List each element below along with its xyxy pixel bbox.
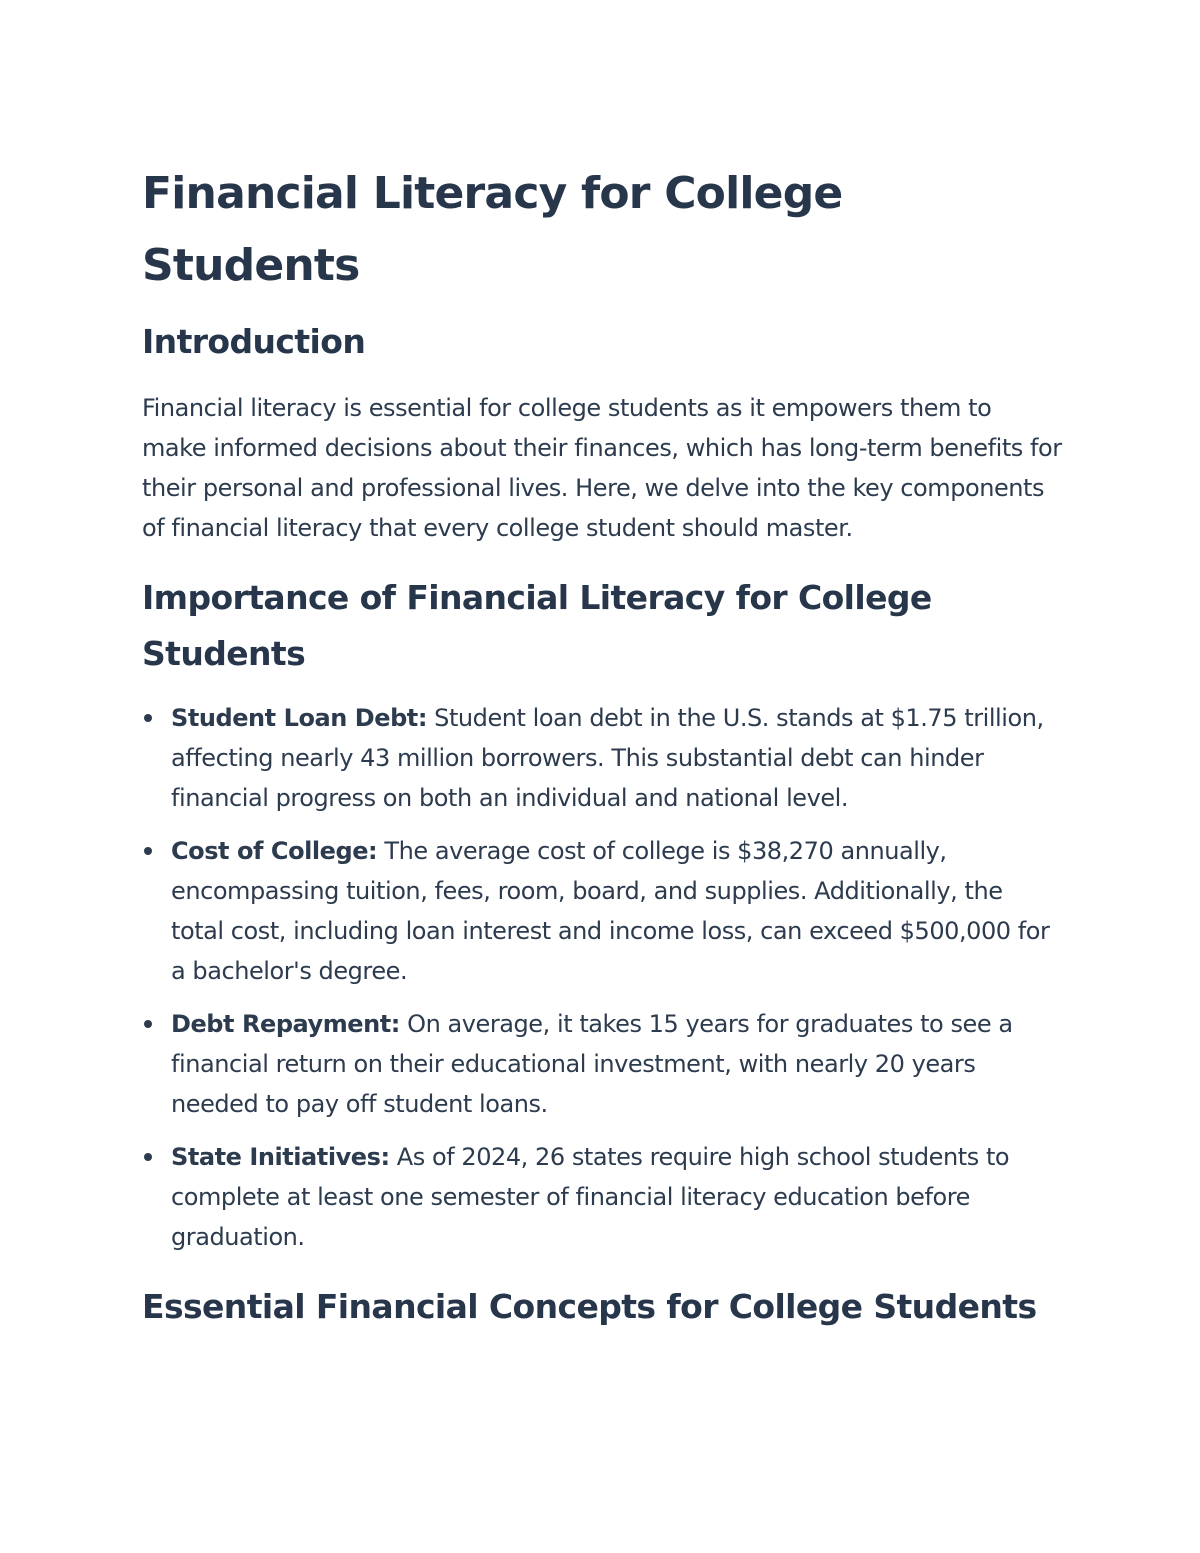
importance-list [142,698,1062,1257]
item-text: As of 2024, 26 states require high school students to complete at least one semester of financial literacy education before graduation. [171,1143,1010,1251]
introduction-heading: Introduction [142,322,366,361]
list-item [142,831,1062,991]
item-term: Cost of College: [171,837,378,865]
item-term: State Initiatives: [171,1143,390,1171]
item-text: On average, it takes 15 years for graduates to see a financial return on their educational investment, with nearly 20 years needed to pay off student loans. [171,1010,1013,1118]
item-text: The average cost of college is $38,270 annually, encompassing tuition, fees, room, board, and supplies. Additionally, the total cost, including loan interest and income loss, can exceed $500,000 for a bachelor's degree. [171,837,1050,985]
concepts-heading: Essential Financial Concepts for College Students [142,1287,1037,1326]
item-term: Debt Repayment: [171,1010,400,1038]
item-text: Student loan debt in the U.S. stands at $1.75 trillion, affecting nearly 43 million borrowers. This substantial debt can hinder financial progress on both an individual and national level. [171,704,1044,812]
bullet-dot-icon [144,847,152,855]
bullet-dot-icon [144,714,152,722]
document-page [142,158,1062,1335]
list-item [142,1004,1062,1124]
document-title: Financial Literacy for College Students [142,168,843,291]
bullet-dot-icon [144,1153,152,1161]
bullet-dot-icon [144,1020,152,1028]
list-item [142,698,1062,818]
introduction-paragraph: Financial literacy is essential for college students as it empowers them to make informed decisions about their finances, which has long-term benefits for their personal and professional lives. Here, we delve into the key components of financial literacy that every college student should master. [142,394,1062,542]
importance-heading: Importance of Financial Literacy for College Students [142,578,932,673]
list-item [142,1137,1062,1257]
item-term: Student Loan Debt: [171,704,427,732]
